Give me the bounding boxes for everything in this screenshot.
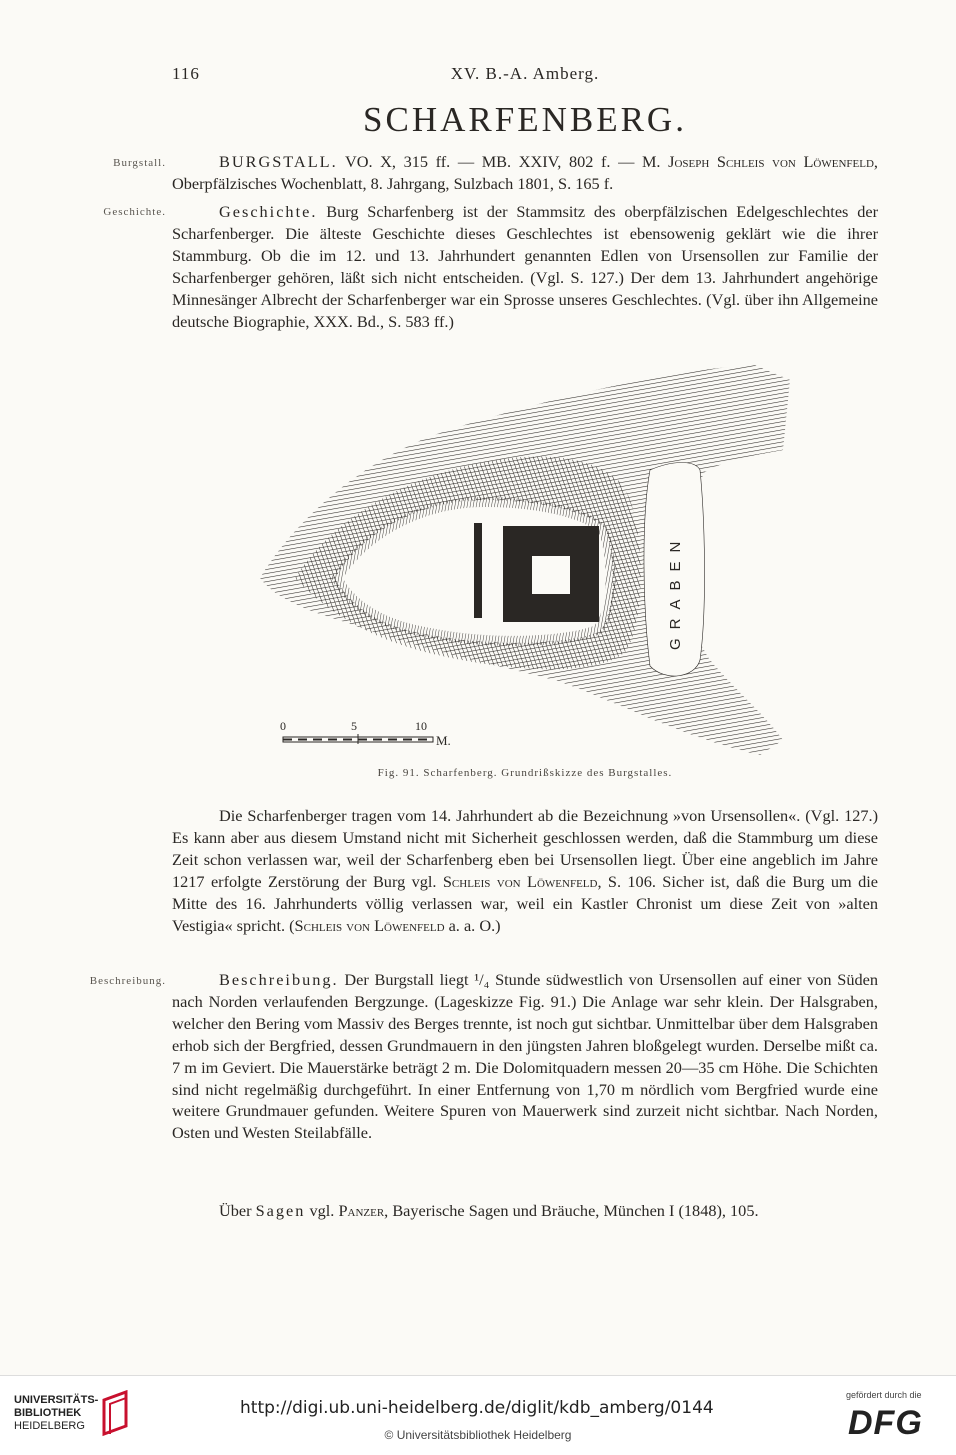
scale-label-10: 10 [415,719,427,733]
library-logo: UNIVERSITÄTS- BIBLIOTHEK HEIDELBERG [14,1394,99,1432]
north-wall [474,523,482,618]
scale-label-5: 5 [351,719,357,733]
author-ref: Panzer [338,1201,385,1220]
copyright-notice: © Universitätsbibliothek Heidelberg [384,1428,572,1442]
scale-label-0: 0 [280,719,286,733]
digitization-footer [0,1375,956,1455]
author-ref: Schleis von Löwenfeld [294,915,445,935]
author-ref: Schleis von Löwenfeld [442,871,598,891]
running-head: XV. B.-A. Amberg. [450,64,600,83]
graben-label: GRABEN [667,532,684,650]
paragraph-sagen: Über Sagen vgl. Panzer, Bayerische Sagen und Bräuche, München I (1848), 105. [219,1201,759,1220]
page-number: 116 [172,64,200,83]
lead-beschreibung: Beschreibung. [219,970,339,989]
site-plan-figure [255,360,791,755]
scale-bar [280,719,451,748]
margin-note-beschreibung: Beschreibung. [89,975,166,987]
lead-geschichte: Geschichte. [219,202,318,221]
margin-note-geschichte: Geschichte. [103,206,166,218]
paragraph-geschichte: Geschichte. Burg Scharfenberg ist der Stammsitz des oberpfälzischen Edelgeschlechtes der Scharfenberger. Die älteste Geschichte dieses Geschlechtes ist ebensowenig geklärt wie die ihrer Stammburg. Ob die im 12. und 13. Jahrhundert genannten Edlen von Ursensollen zur Familie der Scharfenberger gehören, läßt sich nicht entscheiden. (Vgl. S. 127.) Der dem 13. Jahrhundert angehörige Minnesänger Albrecht der Scharfenberger war ein Sprosse unseres Geschlechtes. (Vgl. über ihn Allgemeine deutsche Biographie, XXX. Bd., S. 583 ff.) [172,202,878,331]
paragraph-burgstall: BURGSTALL. VO. X, 315 ff. — MB. XXIV, 802 f. — M. Joseph Schleis von Löwenfeld, Oberpfälzisches Wochenblatt, 8. Jahrgang, Sulzbach 1801, S. 165 f. [172,152,878,193]
funded-by-label: gefördert durch die [846,1390,922,1400]
page-header [172,64,878,88]
margin-note-burgstall: Burgstall. [113,157,166,169]
figure-caption: Fig. 91. Scharfenberg. Grundrißskizze des Burgstalles. [377,767,673,779]
lead-burgstall: BURGSTALL. [219,152,338,171]
paragraph-bezeichnung: Die Scharfenberger tragen vom 14. Jahrhundert ab die Bezeichnung »von Ursensollen«. (Vgl. 127.) Es kann aber aus diesem Umstand nicht mit Sicherheit geschlossen werden, daß die Stammburg um diese Zeit schon verlassen war, weil der Scharfenberg eben bei Ursensollen liegt. Über eine angeblich im Jahre 1217 erfolgte Zerstörung der Burg vgl. Schleis von Löwenfeld, S. 106. Sicher ist, daß die Burg um die Mitte des 16. Jahrhunderts völlig verlassen war, weil ein Kastler Chronist um diese Zeit von »alten Vestigia« spricht. (Schleis von Löwenfeld a. a. O.) [172,806,878,935]
page-title: SCHARFENBERG. [363,100,687,139]
permalink-url[interactable]: http://digi.ub.uni-heidelberg.de/diglit/kdb_amberg/0144 [240,1398,714,1418]
site-plan-drawing [255,360,791,755]
author-ref: Joseph Schleis von Löwenfeld [668,152,874,171]
dfg-logo: DFG [848,1404,923,1442]
paragraph-beschreibung: Beschreibung. Der Burgstall liegt ¹/₄ Stunde südwestlich von Ursensollen auf einer von Süden nach Norden verlaufenden Bergzunge. (Lageskizze Fig. 91.) Die Anlage war sehr klein. Der Halsgraben, welcher den Bering vom Massiv des Berges trennte, ist noch gut sichtbar. Unmittelbar über dem Halsgraben erhob sich der Bergfried, dessen Grundmauern in den jüngsten Jahren bloßgelegt wurden. Derselbe mißt ca. 7 m im Geviert. Die Mauerstärke beträgt 2 m. Die Dolomitquadern messen 20—35 cm Höhe. Die Schichten sind nicht regelmäßig durchgeführt. In einer Entfernung von 1,70 m nördlich vom Bergfried wurde eine weitere Grundmauer gefunden. Weitere Spuren von Mauerwerk sind zurzeit nicht sichtbar. Nach Norden, Osten und Westen Steilabfälle. [172,970,878,1143]
scale-unit: M. [436,733,451,748]
keep-interior [532,556,570,594]
lead-sagen: Sagen [255,1201,306,1220]
